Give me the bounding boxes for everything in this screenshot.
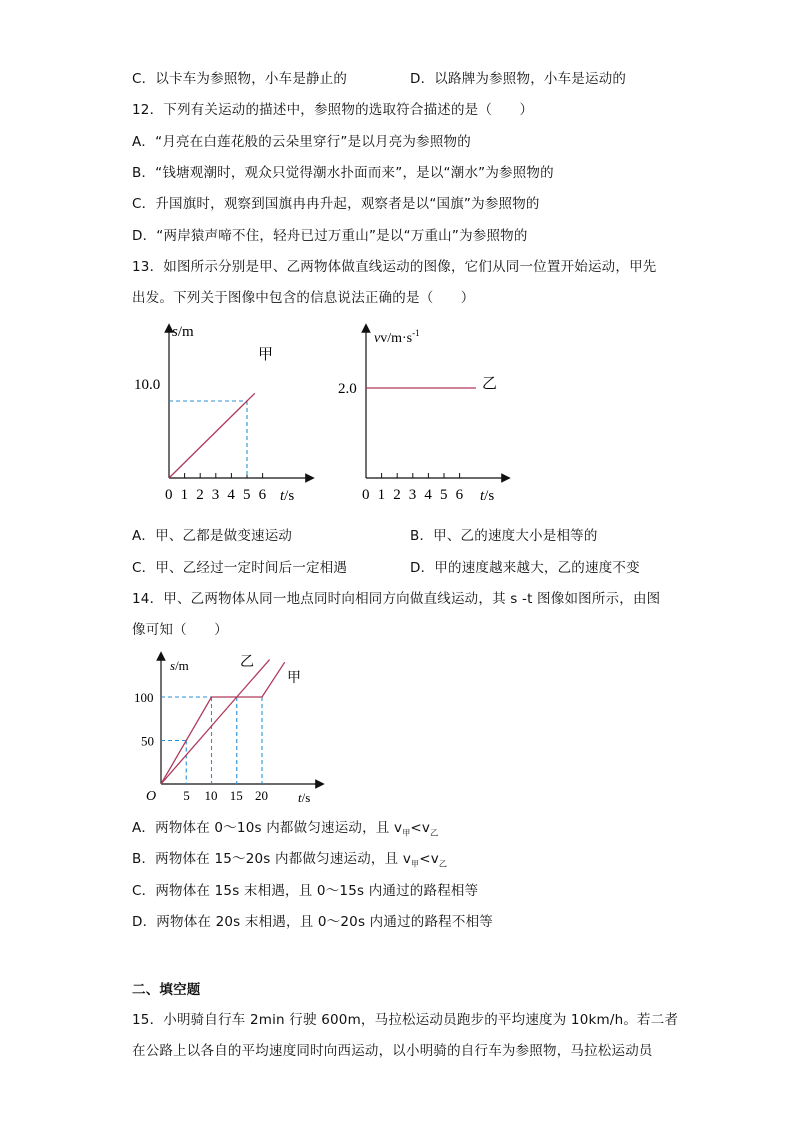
q14-option-b: B．两物体在 15～20s 内都做匀速运动，且 $v_甲<v_乙$ [132,851,448,869]
series-line-jia [169,393,255,478]
x-tick-label: 5 [440,487,448,503]
x-tick-label: 3 [211,487,220,503]
series-label-yi: 乙 [240,655,254,670]
q14-option-a: A．两物体在 0～10s 内都做匀速运动，且 $v_甲<v_乙$ [132,820,439,838]
section-title: 二、填空题 [132,982,201,998]
series-line-jia [161,660,270,784]
q13-st-graph [130,318,320,513]
y-axis-label-unit: v/m·s [380,331,413,346]
x-axis-label: t/s [298,790,311,805]
q12-option-c: C．升国旗时，观察到国旗冉冉升起，观察者是以“国旗”为参照物的 [132,196,540,212]
q12-stem: 12．下列有关运动的描述中，参照物的选取符合描述的是（ ） [132,102,534,118]
series-label-jia: 甲 [287,671,301,686]
x-tick-label: 6 [258,487,267,503]
y-tick-label: 50 [141,733,154,749]
series-label: 乙 [482,376,498,392]
q15-line2: 在公路上以各自的平均速度同时向西运动，以小明骑的自行车为参照物，马拉松运动员 [132,1043,653,1059]
x-tick-label: 1 [180,487,189,503]
x-tick-label: 5 [183,788,190,803]
y-axis-label-exponent: -1 [412,328,420,338]
x-tick-label: 15 [229,788,243,803]
q14-option-c: C．两物体在 15s 末相遇，且 0～15s 内通过的路程相等 [132,883,479,899]
q15-line1: 15．小明骑自行车 2min 行驶 600m，马拉松运动员跑步的平均速度为 10km/h。若二者 [132,1012,679,1028]
y-axis-label [172,324,194,340]
q13-stem-line2: 出发。下列关于图像中包含的信息说法正确的是（ ） [132,290,475,306]
y-axis-label-symbol: s [172,324,178,340]
x-tick-label: 4 [227,487,235,503]
y-axis-label: s/m [170,658,189,673]
q14-stem-line1: 14．甲、乙两物体从同一地点同时向相同方向做直线运动，其 s -t 图像如图所示，由图 [132,591,661,607]
q12-option-d: D．“两岸猿声啼不住，轻舟已过万重山”是以“万重山”为参照物的 [132,228,528,244]
x-tick-label: 3 [408,487,417,503]
x-tick-label: 1 [377,487,386,503]
x-tick-label: 2 [393,487,401,503]
q11-option-d: D．以路牌为参照物，小车是运动的 [410,71,627,87]
q12-option-b: B．“钱塘观潮时，观众只觉得潮水扑面而来”，是以“潮水”为参照物的 [132,165,554,181]
q13-option-c: C．甲、乙经过一定时间后一定相遇 [132,560,348,576]
x-tick-label: 0 [362,487,370,503]
q11-option-c: C．以卡车为参照物，小车是静止的 [132,71,348,87]
x-tick-label: 20 [255,788,268,803]
q13-stem-line1: 13．如图所示分别是甲、乙两物体做直线运动的图像，它们从同一位置开始运动，甲先 [132,259,657,275]
x-axis-label: t/s [280,488,295,504]
x-axis-label: t/s [480,488,495,504]
y-tick-label: 10.0 [134,377,161,393]
x-tick-label: 5 [243,487,251,503]
q13-option-d: D．甲的速度越来越大，乙的速度不变 [410,560,640,576]
x-tick-label: 4 [424,487,432,503]
q14-st-graph [132,648,332,806]
y-tick-label: 2.0 [338,381,357,397]
x-tick-label: 2 [196,487,204,503]
y-axis-label-unit: /m [177,324,194,340]
y-tick-label: 100 [134,690,154,705]
series-line-yi [161,662,285,784]
q13-option-b: B．甲、乙的速度大小是相等的 [410,528,598,544]
q13-vt-graph [334,318,514,513]
q14-option-d: D．两物体在 20s 末相遇，且 0～20s 内通过的路程不相等 [132,914,493,930]
y-axis-label: $vv/m\cdot s^{-1}$ [374,328,420,346]
x-tick-label: 6 [455,487,464,503]
series-label: 甲 [258,347,274,363]
origin-label: O [146,789,157,804]
q13-option-a: A．甲、乙都是做变速运动 [132,528,293,544]
q12-option-a: A．“月亮在白莲花般的云朵里穿行”是以月亮为参照物的 [132,134,471,150]
x-tick-label: 10 [204,788,218,803]
x-tick-label: 0 [165,487,173,503]
q14-stem-line2: 像可知（ ） [132,622,228,638]
